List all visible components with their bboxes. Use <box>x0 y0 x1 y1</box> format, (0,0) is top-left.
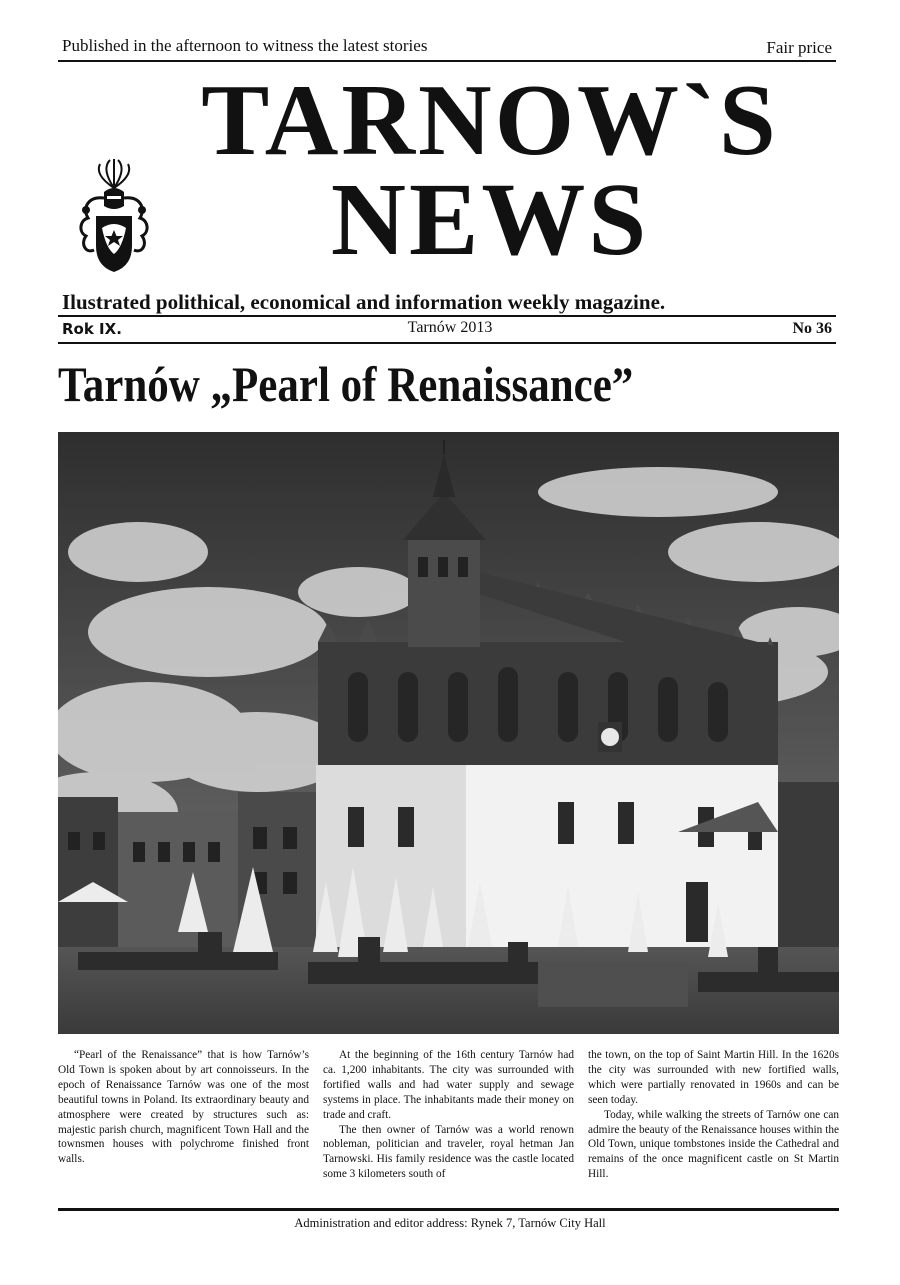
masthead-subtitle: Ilustrated polithical, economical and information weekly magazine. <box>62 290 666 314</box>
paragraph: “Pearl of the Renaissance” that is how Tarnów’s Old Town is spoken about by art connoisseurs. In the epoch of Renaissance Tarnów was one of the most beautiful towns in Poland. Its extraordinary beauty and atmosphere were created by structures such as: majestic parish church, magnificent Town Hall and the townsmen houses with polychrome finished front walls. <box>58 1049 309 1166</box>
article-column-3 <box>588 1048 839 1200</box>
article-column-1 <box>58 1048 309 1200</box>
masthead-line-2: NEWS <box>330 162 650 277</box>
paragraph: Today, while walking the streets of Tarnów one can admire the beauty of the Renaissance houses within the Old Town, unique tombstones inside the Cathedral and remains of the once magnificent castle on St Martin Hill. <box>588 1108 839 1181</box>
issue-rule-bottom <box>58 342 836 344</box>
article-body <box>58 1048 839 1200</box>
coat-of-arms-icon <box>74 158 154 276</box>
paragraph: The then owner of Tarnów was a world renown nobleman, politician and traveler, royal hetman Jan Tarnowski. His family residence was the castle located some 3 kilometers south of <box>323 1123 574 1181</box>
top-rule <box>58 60 836 62</box>
masthead-line-1: TARNOW`S <box>201 64 779 177</box>
paragraph: the town, on the top of Saint Martin Hill. In the 1620s the city was surrounded with new fortified walls, which were partially renovated in 1960s and can be seen today. <box>588 1049 839 1106</box>
price-label: Fair price <box>766 38 832 57</box>
issue-number: No 36 <box>792 320 832 337</box>
article-column-2 <box>323 1048 574 1200</box>
place-year-label: Tarnów 2013 <box>407 319 493 336</box>
footer-address: Administration and editor address: Rynek 7, Tarnów City Hall <box>294 1216 606 1230</box>
footer-rule <box>58 1208 839 1211</box>
paragraph: At the beginning of the 16th century Tarnów had ca. 1,200 inhabitants. The city was surrounded with fortified walls and had water supply and sewage systems in place. The inhabitants made their money on trade and craft. <box>323 1049 574 1121</box>
town-hall-photo <box>58 432 839 1034</box>
tagline: Published in the afternoon to witness the latest stories <box>62 36 428 55</box>
issue-rule-top <box>58 315 836 317</box>
article-headline: Tarnów „Pearl of Renaissance” <box>58 356 634 412</box>
volume-label: Rok IX. <box>62 320 122 338</box>
